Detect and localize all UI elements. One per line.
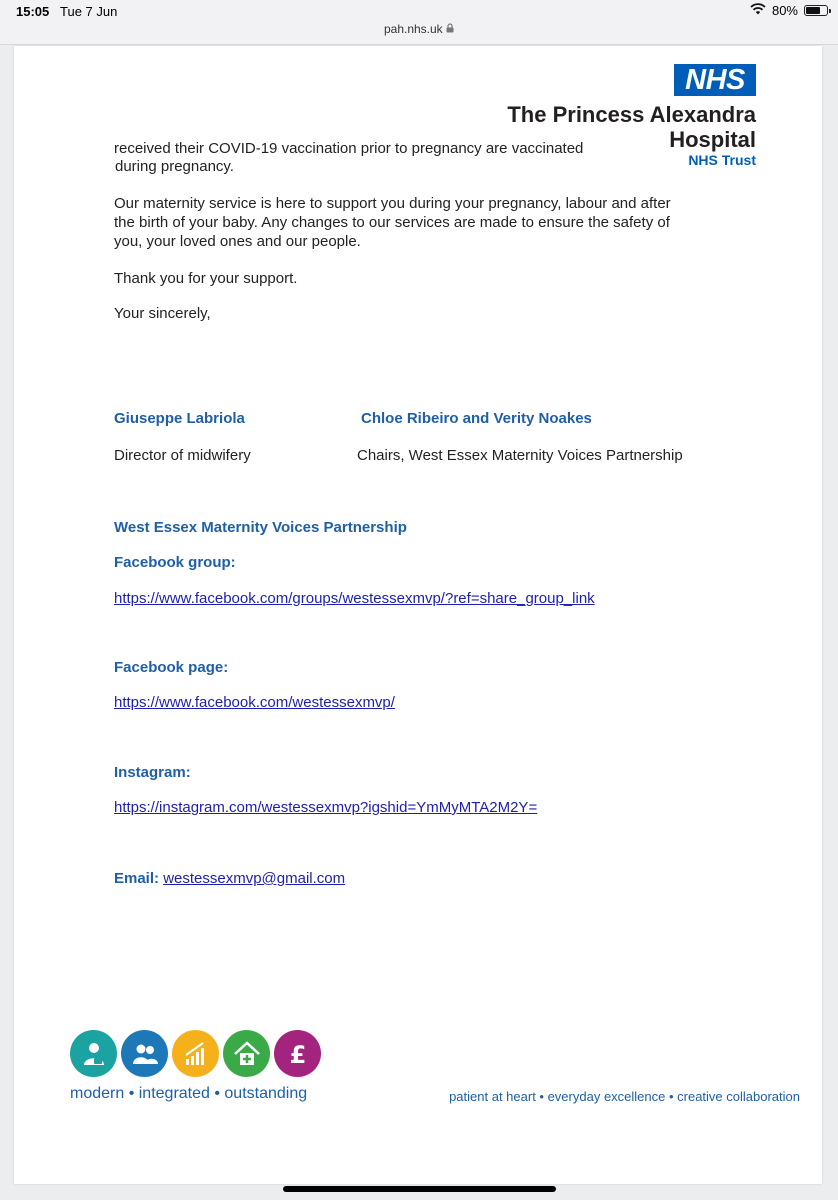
home-plus-icon: [223, 1030, 270, 1077]
signatory-2-title: Chairs, West Essex Maternity Voices Partnership: [357, 447, 683, 464]
paragraph-1-line-2: during pregnancy.: [115, 158, 234, 175]
email-label: Email:: [114, 870, 160, 887]
footer-values: patient at heart • everyday excellence • creative collaboration: [449, 1089, 800, 1104]
status-indicators: [750, 3, 828, 18]
signatory-2-name: Chloe Ribeiro and Verity Noakes: [361, 410, 592, 427]
nhs-logo: NHS: [674, 64, 756, 96]
paragraph-2-line-1: Our maternity service is here to support you during your pregnancy, labour and after: [114, 195, 671, 212]
signatory-1-name: Giuseppe Labriola: [114, 410, 245, 427]
people-icon: [121, 1030, 168, 1077]
letter-page: [14, 46, 822, 1184]
wifi-icon: [750, 3, 766, 18]
org-trust: NHS Trust: [688, 152, 756, 168]
pound-icon: [274, 1030, 321, 1077]
signatory-1-title: Director of midwifery: [114, 447, 251, 464]
footer-icon-row: [70, 1030, 321, 1077]
svg-text:£: £: [289, 1040, 306, 1069]
address-bar[interactable]: [0, 22, 838, 36]
lock-icon: [446, 22, 454, 36]
email-link[interactable]: westessexmvp@gmail.com: [163, 870, 346, 887]
org-name-line1: The Princess Alexandra: [507, 102, 756, 127]
home-indicator[interactable]: [283, 1186, 556, 1192]
contacts-heading: West Essex Maternity Voices Partnership: [114, 519, 407, 536]
facebook-page-link[interactable]: https://www.facebook.com/westessexmvp/: [114, 694, 395, 711]
facebook-group-link[interactable]: https://www.facebook.com/groups/westessexmvp/?ref=share_group_link: [114, 590, 595, 607]
instagram-label: Instagram:: [114, 764, 191, 781]
thanks-line: Thank you for your support.: [114, 270, 298, 287]
closing-line: Your sincerely,: [114, 305, 211, 322]
facebook-page-label: Facebook page:: [114, 659, 229, 676]
org-name-line2: Hospital: [669, 127, 756, 152]
instagram-link[interactable]: https://instagram.com/westessexmvp?igshid=YmMyMTA2M2Y=: [114, 799, 538, 816]
paragraph-2-line-3: you, your loved ones and our people.: [114, 233, 361, 250]
footer-tagline: modern • integrated • outstanding: [70, 1085, 308, 1102]
status-time: 15:05: [16, 4, 50, 19]
battery-percent: 80%: [771, 3, 798, 18]
battery-icon: [804, 5, 828, 16]
patient-icon: [70, 1030, 117, 1077]
paragraph-1-line-1: received their COVID-19 vaccination prior to pregnancy are vaccinated: [114, 140, 584, 157]
growth-chart-icon: [172, 1030, 219, 1077]
facebook-group-label: Facebook group:: [114, 554, 236, 571]
paragraph-2-line-2: the birth of your baby. Any changes to our services are made to ensure the safety of: [114, 214, 670, 231]
status-bar: [0, 0, 838, 45]
url-text: pah.nhs.uk: [383, 22, 443, 36]
status-date: Tue 7 Jun: [60, 4, 118, 19]
